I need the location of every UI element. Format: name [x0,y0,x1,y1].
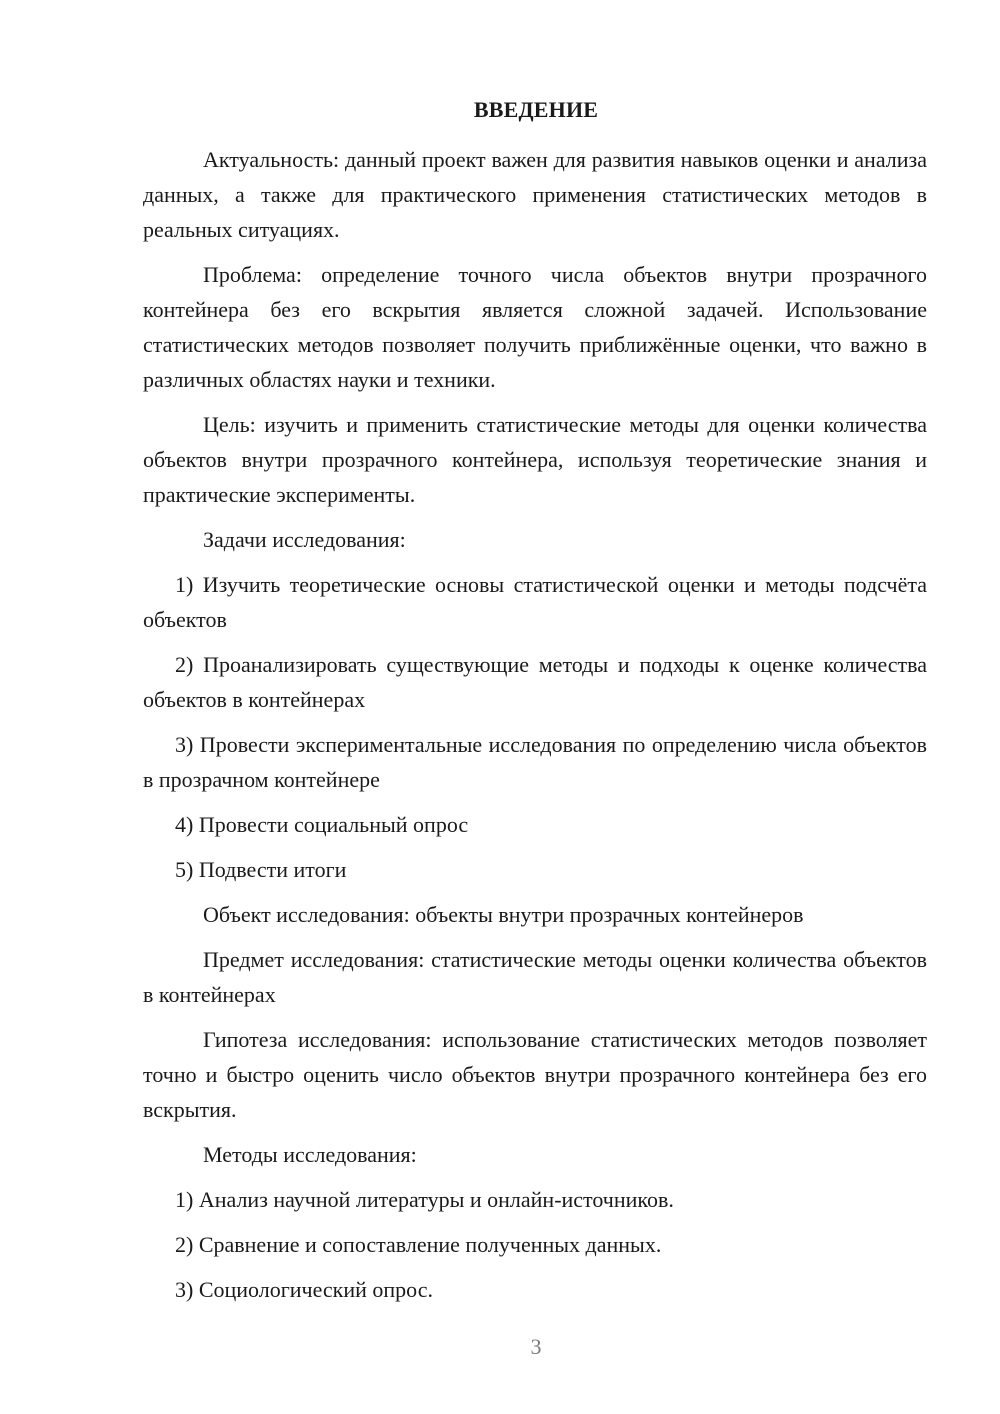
paragraph-methods-heading: Методы исследования: [203,1142,417,1167]
paragraph-problem: Проблема: определение точного числа объектов внутри прозрачного контейнера без его вскрытия является сложной задачей. Использование статистических методов позволяет получить приближённые оценки, что важно в различных областях науки и техники. [143,262,927,392]
paragraph-goal: Цель: изучить и применить статистические методы для оценки количества объектов внутри прозрачного контейнера, используя теоретические знания и практические эксперименты. [143,412,927,507]
task-item-2: 2) Проанализировать существующие методы и подходы к оценке количества объектов в контейнерах [143,652,927,712]
paragraph-object: Объект исследования: объекты внутри прозрачных контейнеров [203,902,804,927]
paragraph-relevance: Актуальность: данный проект важен для развития навыков оценки и анализа данных, а также для практического применения статистических методов в реальных ситуациях. [143,147,927,242]
body-text [143,142,927,1317]
task-item-4: 4) Провести социальный опрос [175,812,469,837]
paragraph-hypothesis: Гипотеза исследования: использование статистических методов позволяет точно и быстро оценить число объектов внутри прозрачного контейнера без его вскрытия. [143,1027,927,1122]
task-item-3: 3) Провести экспериментальные исследования по определению числа объектов в прозрачном контейнере [143,732,927,792]
method-item-1: 1) Анализ научной литературы и онлайн-источников. [175,1187,674,1212]
paragraph-tasks-heading: Задачи исследования: [203,527,406,552]
method-item-3: 3) Социологический опрос. [175,1277,433,1302]
section-title: ВВЕДЕНИЕ [473,97,599,122]
page-number: 3 [530,1334,542,1359]
task-item-5: 5) Подвести итоги [175,857,347,882]
paragraph-subject: Предмет исследования: статистические методы оценки количества объектов в контейнерах [143,947,927,1007]
method-item-2: 2) Сравнение и сопоставление полученных данных. [175,1232,662,1257]
task-item-1: 1) Изучить теоретические основы статистической оценки и методы подсчёта объектов [143,572,927,632]
